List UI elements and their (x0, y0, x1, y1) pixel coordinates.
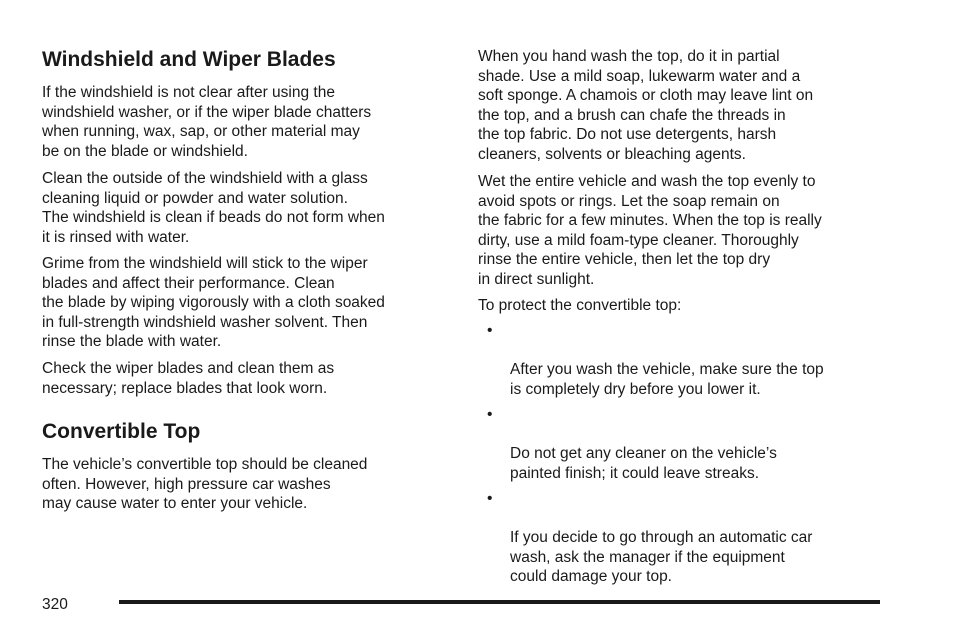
paragraph-hand-wash: When you hand wash the top, do it in partial shade. Use a mild soap, lukewarm water and a soft sponge. A chamois or cloth may leave lint on the top, and a brush can chafe the threads in the top fabric. Do not use detergents, harsh cleaners, solvents or bleaching agents. (478, 48, 814, 163)
paragraph-windshield-not-clear: If the windshield is not clear after using the windshield washer, or if the wiper blade chatters when running, wax, sap, or other material may be on the blade or windshield. (42, 84, 372, 160)
paragraph-protect-intro: To protect the convertible top: (478, 297, 682, 314)
section-heading-windshield: Windshield and Wiper Blades (42, 48, 336, 71)
paragraph-grime: Grime from the windshield will stick to the wiper blades and affect their performance. Clean the blade by wiping vigorously with a cloth soaked in full-strength windshield washer solvent. Then rinse the blade with water. (42, 255, 385, 350)
bullet-icon: • (487, 406, 493, 423)
section-heading-convertible-top: Convertible Top (42, 420, 201, 443)
list-item (478, 321, 824, 399)
paragraph-convertible-intro: The vehicle’s convertible top should be cleaned often. However, high pressure car washes may cause water to enter your vehicle. (42, 456, 368, 512)
bullet-icon: • (487, 322, 493, 339)
list-item-text: Do not get any cleaner on the vehicle’s painted finish; it could leave streaks. (510, 445, 777, 482)
list-item (478, 489, 824, 587)
list-item (478, 405, 824, 483)
paragraph-wet-vehicle: Wet the entire vehicle and wash the top evenly to avoid spots or rings. Let the soap remain on the fabric for a few minutes. When the top is really dirty, use a mild foam-type cleaner. Thoroughly rinse the entire vehicle, then let the top dry in direct sunlight. (478, 173, 822, 288)
paragraph-check-wipers: Check the wiper blades and clean them as necessary; replace blades that look worn. (42, 360, 335, 397)
protect-bullet-list (478, 321, 824, 587)
list-item-text: If you decide to go through an automatic car wash, ask the manager if the equipment could damage your top. (510, 529, 813, 585)
page-number: 320 (42, 596, 68, 613)
paragraph-clean-windshield: Clean the outside of the windshield with a glass cleaning liquid or powder and water solution. The windshield is clean if beads do not form when it is rinsed with water. (42, 170, 385, 246)
bullet-icon: • (487, 490, 493, 507)
list-item-text: After you wash the vehicle, make sure the top is completely dry before you lower it. (510, 361, 824, 398)
footer-rule (119, 600, 880, 604)
